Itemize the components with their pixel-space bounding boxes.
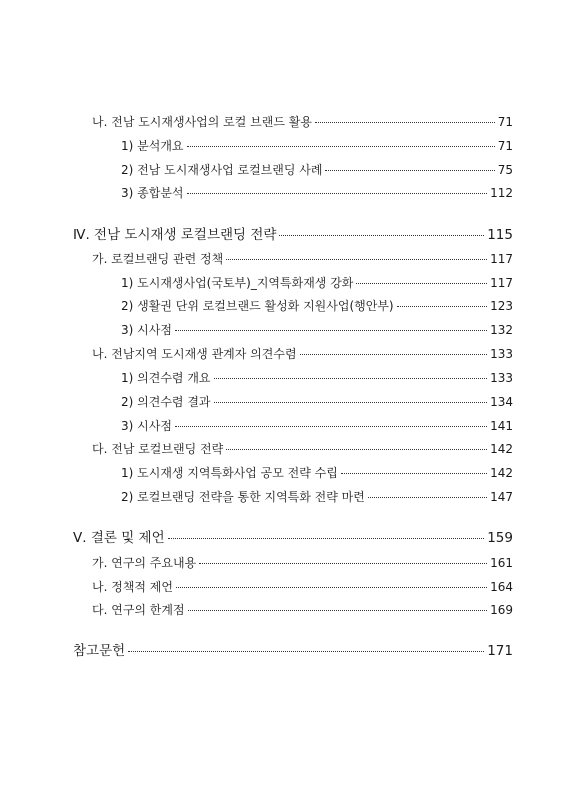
toc-entry-page: 71 xyxy=(497,115,513,129)
toc-entry xyxy=(92,441,513,457)
dot-leader xyxy=(188,609,488,611)
toc-entry-label: Ⅳ. 전남 도시재생 로컬브랜딩 전략 xyxy=(73,227,277,243)
toc-entry-page: 117 xyxy=(490,252,513,266)
toc-entry-label: 다. 연구의 한계점 xyxy=(92,603,185,617)
dot-leader xyxy=(325,169,494,171)
dot-leader xyxy=(356,282,487,284)
toc-entry-label: 3) 시사점 xyxy=(121,419,172,433)
toc-entry xyxy=(121,322,513,338)
dot-leader xyxy=(341,472,487,474)
toc-entry-page: 75 xyxy=(497,163,513,177)
toc-entry-label: 나. 정책적 제언 xyxy=(92,580,173,594)
toc-entry-page: 133 xyxy=(490,347,513,361)
toc-entry-label: 다. 전남 로컬브랜딩 전략 xyxy=(92,442,224,456)
toc-entry-page: 161 xyxy=(490,556,513,570)
toc-entry-page: 133 xyxy=(490,371,513,385)
dot-leader xyxy=(175,329,487,331)
dot-leader xyxy=(397,305,488,307)
toc-entry-page: 123 xyxy=(490,299,513,313)
toc-entry-label: 가. 로컬브랜딩 관련 정책 xyxy=(92,252,224,266)
toc-entry xyxy=(121,138,513,154)
toc-entry-label: 3) 종합분석 xyxy=(121,186,184,200)
dot-leader xyxy=(300,353,488,355)
dot-leader xyxy=(226,258,487,260)
dot-leader xyxy=(168,537,485,539)
toc-chapter-entry xyxy=(73,530,513,546)
toc-entry xyxy=(121,298,513,314)
toc-entry-label: 2) 생활권 단위 로컬브랜드 활성화 지원사업(행안부) xyxy=(121,299,394,313)
toc-entry xyxy=(121,275,513,291)
toc-entry-page: 142 xyxy=(490,442,513,456)
toc-entry-label: 가. 연구의 주요내용 xyxy=(92,556,197,570)
toc-entry xyxy=(121,394,513,410)
dot-leader xyxy=(128,650,484,652)
toc-entry-label: 2) 로컬브랜딩 전략을 통한 지역특화 전략 마련 xyxy=(121,490,365,504)
toc-entry-label: 참고문헌 xyxy=(73,643,126,659)
toc-entry-page: 147 xyxy=(490,490,513,504)
toc-entry-page: 142 xyxy=(490,466,513,480)
dot-leader xyxy=(175,425,487,427)
toc-entry-page: 132 xyxy=(490,323,513,337)
dot-leader xyxy=(187,192,488,194)
toc-entry-page: 112 xyxy=(490,186,513,200)
toc-entry xyxy=(92,114,513,130)
toc-entry xyxy=(121,489,513,505)
toc-entry-label: 2) 전남 도시재생사업 로컬브랜딩 사례 xyxy=(121,163,323,177)
toc-entry-label: 2) 의견수렴 결과 xyxy=(121,395,211,409)
toc-entry-label: 1) 도시재생사업(국토부)_지역특화재생 강화 xyxy=(121,276,354,290)
dot-leader xyxy=(315,121,495,123)
dot-leader xyxy=(176,586,487,588)
toc-entry-label: Ⅴ. 결론 및 제언 xyxy=(73,530,165,546)
toc-entry xyxy=(121,465,513,481)
toc-chapter-entry xyxy=(73,227,513,243)
toc-entry-label: 1) 도시재생 지역특화사업 공모 전략 수립 xyxy=(121,466,338,480)
toc-references-entry xyxy=(73,643,513,659)
dot-leader xyxy=(187,145,495,147)
toc-entry xyxy=(92,346,513,362)
toc-entry-page: 117 xyxy=(490,276,513,290)
dot-leader xyxy=(279,234,484,236)
toc-entry-label: 3) 시사점 xyxy=(121,323,172,337)
dot-leader xyxy=(199,562,487,564)
toc-entry xyxy=(121,370,513,386)
toc-entry xyxy=(92,555,513,571)
toc-entry xyxy=(92,579,513,595)
toc-entry-page: 141 xyxy=(490,419,513,433)
toc-entry-page: 171 xyxy=(487,643,513,659)
dot-leader xyxy=(226,448,487,450)
toc-entry-page: 169 xyxy=(490,603,513,617)
toc-entry xyxy=(121,162,513,178)
toc-entry-page: 71 xyxy=(497,139,513,153)
dot-leader xyxy=(214,377,488,379)
toc-entry-label: 1) 의견수렴 개요 xyxy=(121,371,211,385)
toc-entry xyxy=(121,185,513,201)
toc-entry-label: 1) 분석개요 xyxy=(121,139,184,153)
toc-entry-page: 134 xyxy=(490,395,513,409)
dot-leader xyxy=(368,496,487,498)
toc-entry-page: 115 xyxy=(487,227,513,243)
toc-entry-label: 나. 전남지역 도시재생 관계자 의견수렴 xyxy=(92,347,297,361)
toc-entry xyxy=(92,251,513,267)
toc-entry-page: 159 xyxy=(487,530,513,546)
toc-entry-label: 나. 전남 도시재생사업의 로컬 브랜드 활용 xyxy=(92,115,312,129)
toc-entry xyxy=(92,602,513,618)
dot-leader xyxy=(214,401,488,403)
toc-entry xyxy=(121,418,513,434)
toc-entry-page: 164 xyxy=(490,580,513,594)
